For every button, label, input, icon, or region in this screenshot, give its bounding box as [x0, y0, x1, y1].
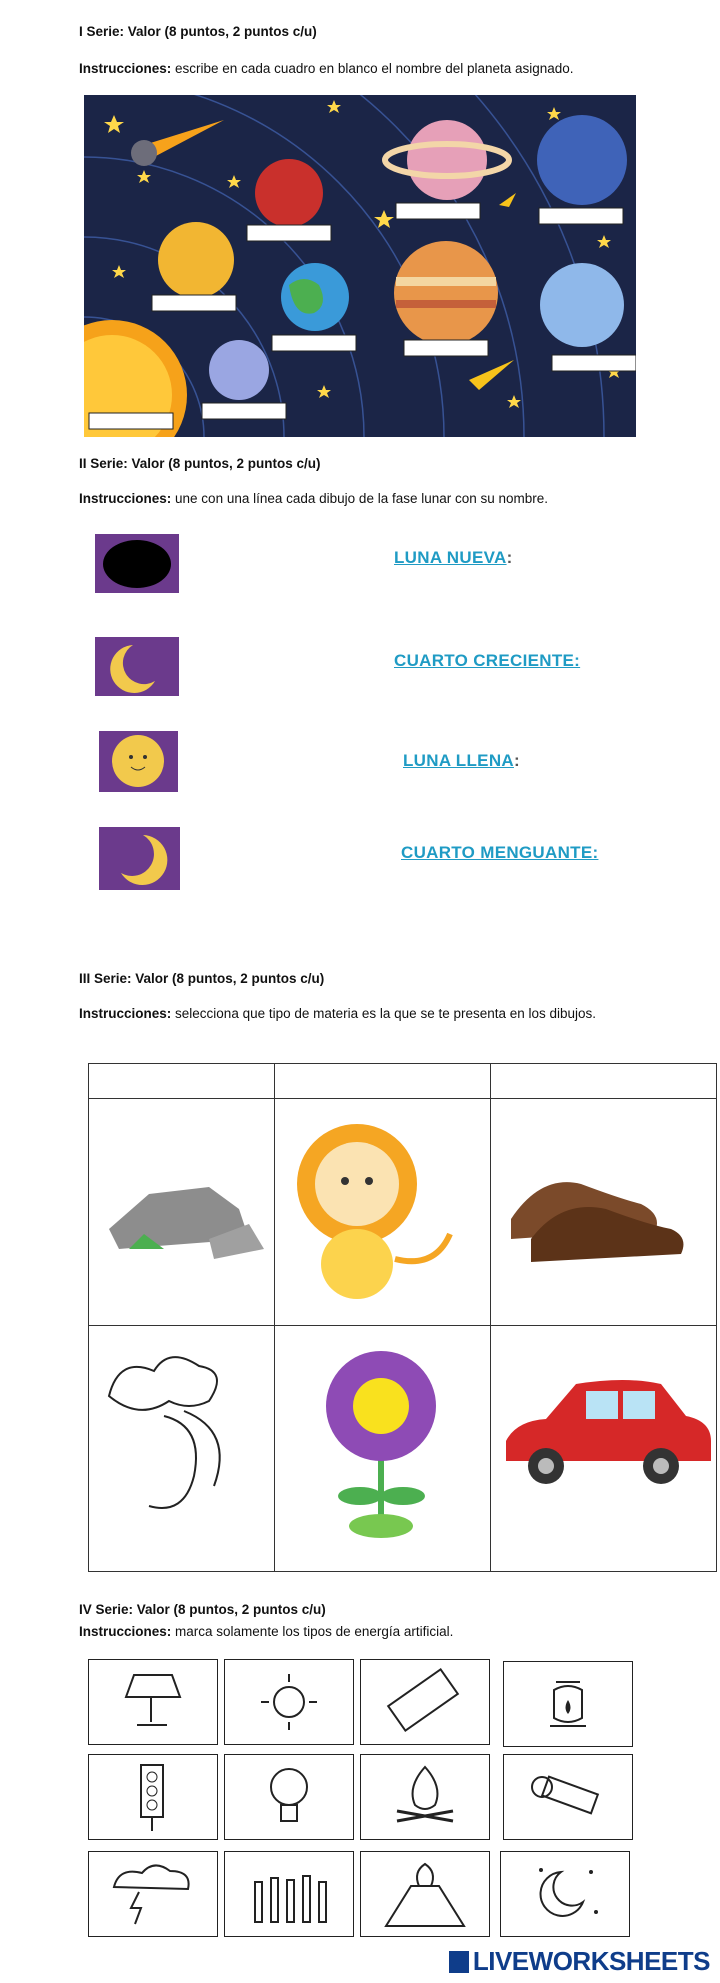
brand-icon: [449, 1951, 469, 1973]
candles-energy-box[interactable]: [224, 1851, 354, 1937]
liveworksheets-logo[interactable]: [449, 1946, 710, 1977]
waxing-crescent-image: [95, 637, 179, 696]
phase-name: CUARTO MENGUANTE:: [401, 843, 599, 862]
candles-icon: [225, 1852, 353, 1936]
instructions-text: escribe en cada cuadro en blanco el nombre del planeta asignado.: [171, 61, 574, 76]
battery-icon: [361, 1660, 489, 1744]
answer-cell[interactable]: [89, 1064, 275, 1099]
lion-image-cell: [275, 1099, 491, 1326]
battery-energy-box[interactable]: [360, 1659, 490, 1745]
campfire-energy-box[interactable]: [360, 1754, 490, 1840]
phase-name: LUNA NUEVA: [394, 548, 507, 567]
phase-label-waning-crescent[interactable]: [401, 843, 598, 863]
instructions-label: Instrucciones:: [79, 61, 172, 76]
lantern-icon: [504, 1662, 632, 1746]
instructions-label: Instrucciones:: [79, 1006, 172, 1021]
serie3-instructions: [79, 1003, 619, 1025]
air-image-cell: [89, 1326, 275, 1572]
storm-energy-box[interactable]: [88, 1851, 218, 1937]
rock-image-cell: [89, 1099, 275, 1326]
car-icon: [491, 1326, 716, 1566]
flashlight-energy-box[interactable]: [503, 1754, 633, 1840]
campfire-icon: [361, 1755, 489, 1839]
moon-stars-icon: [501, 1852, 629, 1936]
air-wind-icon: [89, 1326, 274, 1566]
volcano-icon: [361, 1852, 489, 1936]
instructions-label: Instrucciones:: [79, 1624, 172, 1639]
serie4-instructions: [79, 1621, 679, 1643]
waning-crescent-image: [99, 827, 180, 890]
flower-icon: [275, 1326, 490, 1566]
sun-energy-box[interactable]: [224, 1659, 354, 1745]
matter-table: [88, 1063, 717, 1572]
car-image-cell: [491, 1326, 717, 1572]
phase-label-waxing-crescent[interactable]: [394, 651, 580, 671]
instructions-text: une con una línea cada dibujo de la fase lunar con su nombre.: [171, 491, 549, 506]
solar-system-drawing: [84, 95, 636, 437]
sun-icon: [225, 1660, 353, 1744]
serie3-title: III Serie: Valor (8 puntos, 2 puntos c/u): [79, 971, 325, 986]
full-moon-image: [99, 731, 178, 792]
lamp-icon: [89, 1660, 217, 1744]
serie4-title: IV Serie: Valor (8 puntos, 2 puntos c/u): [79, 1602, 326, 1617]
phase-colon: :: [506, 548, 513, 567]
lamp-energy-box[interactable]: [88, 1659, 218, 1745]
lightning-storm-icon: [89, 1852, 217, 1936]
phase-label-full-moon[interactable]: [403, 751, 520, 771]
brand-text: LIVEWORKSHEETS: [472, 1946, 710, 1976]
serie1-instructions: [79, 58, 679, 80]
serie2-instructions: [79, 488, 679, 510]
shoes-image-cell: [491, 1099, 717, 1326]
new-moon-image: [95, 534, 179, 593]
serie1-title: I Serie: Valor (8 puntos, 2 puntos c/u): [79, 24, 317, 39]
flower-image-cell: [275, 1326, 491, 1572]
traffic-light-energy-box[interactable]: [88, 1754, 218, 1840]
answer-cell[interactable]: [491, 1064, 717, 1099]
phase-name: CUARTO CRECIENTE:: [394, 651, 581, 670]
flashlight-icon: [504, 1755, 632, 1839]
shoes-icon: [491, 1099, 716, 1320]
phase-colon: :: [513, 751, 520, 770]
night-sky-energy-box[interactable]: [500, 1851, 630, 1937]
instructions-text: marca solamente los tipos de energía artificial.: [171, 1624, 454, 1639]
volcano-energy-box[interactable]: [360, 1851, 490, 1937]
oil-lantern-energy-box[interactable]: [503, 1661, 633, 1747]
serie2-title: II Serie: Valor (8 puntos, 2 puntos c/u): [79, 456, 321, 471]
lion-icon: [275, 1099, 490, 1320]
instructions-text: selecciona que tipo de materia es la que se te presenta en los dibujos.: [171, 1006, 597, 1021]
solar-system-image: [84, 95, 636, 437]
phase-name: LUNA LLENA: [403, 751, 514, 770]
light-bulb-energy-box[interactable]: [224, 1754, 354, 1840]
light-bulb-icon: [225, 1755, 353, 1839]
rock-icon: [89, 1099, 274, 1320]
instructions-label: Instrucciones:: [79, 491, 172, 506]
phase-label-new-moon[interactable]: [394, 548, 513, 568]
answer-cell[interactable]: [275, 1064, 491, 1099]
traffic-light-icon: [89, 1755, 217, 1839]
